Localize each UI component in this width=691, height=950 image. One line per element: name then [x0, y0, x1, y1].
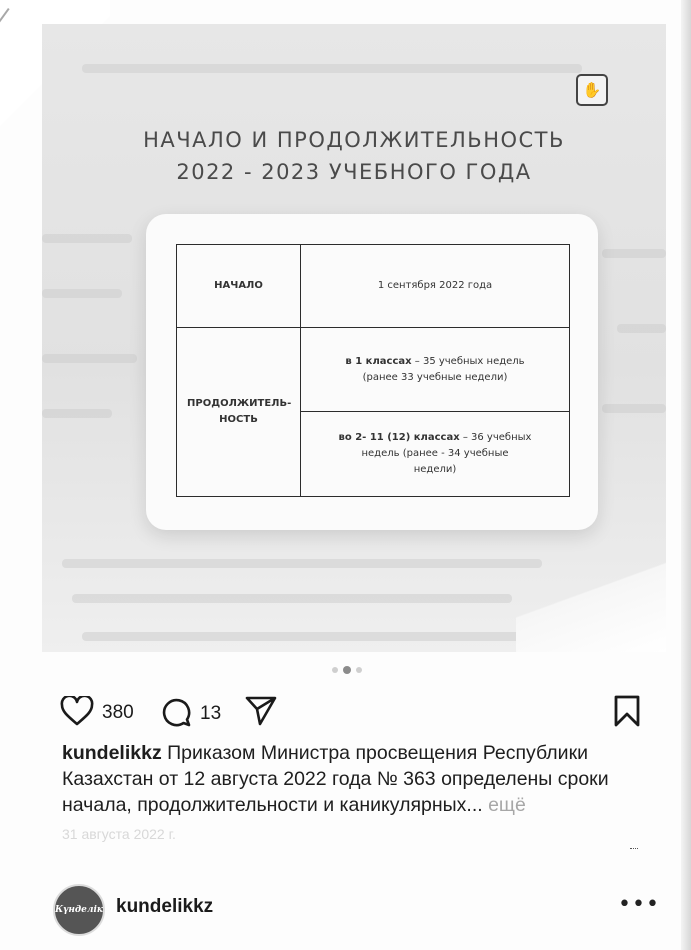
blurred-background-line: [62, 559, 542, 568]
save-button[interactable]: [613, 694, 641, 732]
duration-label-line1: ПРОДОЛЖИТЕЛЬ-: [187, 398, 292, 409]
avatar-logo-text: Күнделік: [55, 905, 103, 915]
start-label: НАЧАЛО: [177, 245, 301, 328]
table-row: [177, 245, 570, 328]
post-date: 31 августа 2022 г.: [62, 826, 176, 842]
blurred-background-line: [72, 594, 512, 603]
avatar[interactable]: [53, 884, 105, 936]
schedule-table: [176, 244, 570, 497]
image-title: [42, 124, 666, 188]
post-image[interactable]: [42, 24, 666, 652]
carousel-indicator: [332, 667, 362, 674]
more-icon[interactable]: •••: [618, 892, 660, 917]
carousel-dot[interactable]: [332, 667, 338, 673]
hand-icon: ✋: [576, 74, 608, 106]
blurred-background-line: [602, 249, 666, 258]
duration-label: [177, 328, 301, 497]
blurred-background-line: [42, 409, 112, 418]
comment-count: 13: [200, 703, 222, 724]
blurred-background-line: [42, 289, 122, 298]
blurred-background-line: [42, 354, 137, 363]
grade2-line2: недель (ранее - 34 учебные: [361, 448, 509, 459]
post-caption: [62, 740, 652, 818]
image-title-line2: 2022 - 2023 УЧЕБНОГО ГОДА: [176, 160, 532, 184]
image-title-line1: НАЧАЛО И ПРОДОЛЖИТЕЛЬНОСТЬ: [143, 128, 565, 152]
comment-icon[interactable]: [160, 696, 192, 732]
blurred-background-line: [602, 404, 666, 413]
like-count: 380: [102, 702, 134, 723]
blurred-background-line: [82, 64, 582, 73]
heart-icon[interactable]: [60, 696, 94, 730]
carousel-dot[interactable]: [356, 667, 362, 673]
scan-dust: [630, 848, 638, 852]
grade1-rest: – 35 учебных недель: [411, 355, 525, 367]
duration-grade1: [301, 328, 570, 412]
more-link[interactable]: ещё: [488, 794, 526, 816]
grade2-rest: – 36 учебных: [459, 432, 532, 443]
blurred-background-line: [617, 324, 666, 333]
comment-button[interactable]: [160, 696, 221, 732]
caption-text: Приказом Министра просвещения Республики Казахстан от 12 августа 2022 года № 363 определены сроки начала, продолжительности и каникулярных...: [62, 742, 609, 816]
send-icon[interactable]: [244, 695, 278, 731]
grade1-previous: (ранее 33 учебные недели): [362, 371, 508, 383]
duration-label-line2: НОСТЬ: [219, 414, 258, 425]
page-curl: [516, 557, 666, 652]
grade2-line3: недели): [413, 464, 457, 475]
start-value: 1 сентября 2022 года: [301, 245, 570, 328]
duration-grade2-11: [301, 412, 570, 497]
table-row: [177, 328, 570, 412]
bookmark-icon[interactable]: [613, 694, 641, 732]
blurred-background-line: [42, 234, 132, 243]
share-button[interactable]: [244, 695, 278, 731]
carousel-dot-active[interactable]: [343, 666, 351, 674]
caption-username[interactable]: kundelikkz: [62, 742, 162, 764]
grade1-bold: в 1 классах: [345, 355, 412, 367]
like-button[interactable]: [60, 696, 134, 730]
author-username[interactable]: kundelikkz: [116, 896, 214, 917]
scan-edge-shadow: [681, 0, 691, 950]
grade2-bold: во 2- 11 (12) классах: [338, 432, 460, 443]
action-bar: [60, 690, 650, 732]
